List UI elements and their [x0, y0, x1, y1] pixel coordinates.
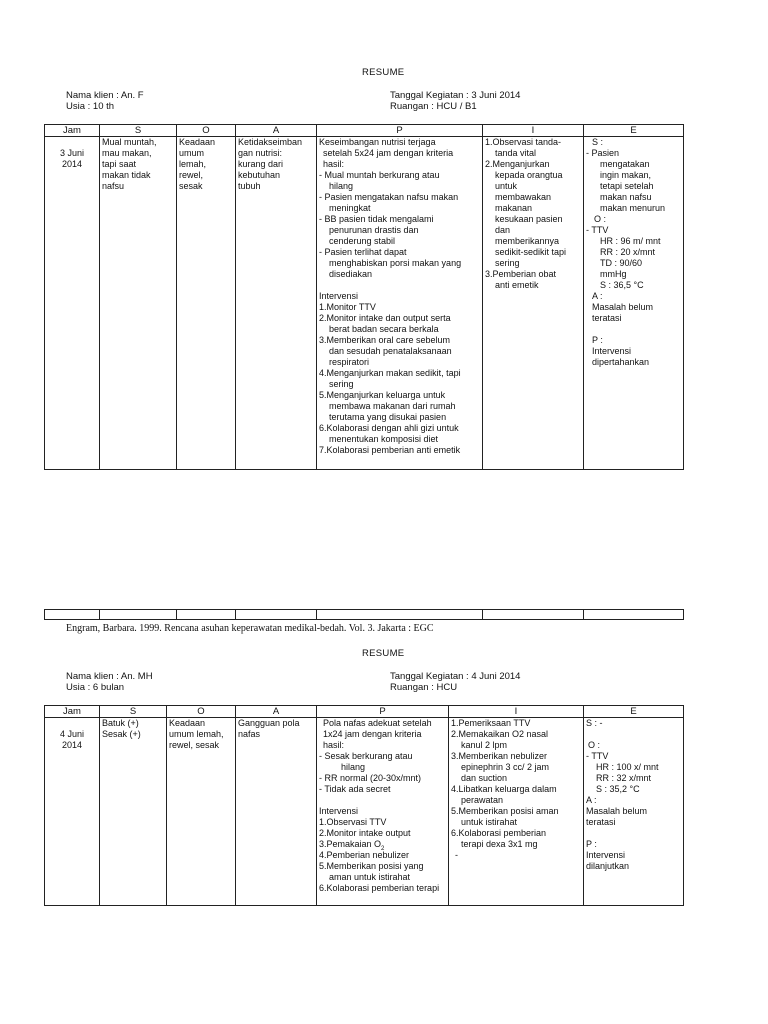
header-o: O [167, 706, 236, 718]
header-a: A [236, 125, 317, 137]
header-i: I [449, 706, 584, 718]
resume-title-2: RESUME [362, 648, 405, 659]
usia-2: Usia : 6 bulan [66, 682, 125, 693]
cell-e: S : - Pasien mengatakan ingin makan, tetapi setelah makan nafsu makan menurun O : - TTV HR : 96 m/ mnt RR : 20 x/mnt TD : 90/60 mmHg S : 36,5 °C A : Masalah belum teratasi P : Intervensi dipertahankan [584, 137, 684, 470]
cell-p: Keseimbangan nutrisi terjaga setelah 5x24 jam dengan kriteria hasil: - Mual muntah berkurang atau hilang - Pasien mengatakan nafsu makan meningkat - BB pasien tidak mengalami penurunan drastis dan cenderung stabil - Pasien terlihat dapat menghabiskan porsi makan yang disediakan Intervensi 1.Monitor TTV 2.Monitor intake dan output serta berat badan secara berkala 3.Memberikan oral care sebelum dan sesudah penatalaksanaan respiratori 4.Menganjurkan makan sedikit, tapi sering 5.Menganjurkan keluarga untuk membawa makanan dari rumah terutama yang disukai pasien 6.Kolaborasi dengan ahli gizi untuk menentukan komposisi diet 7.Kolaborasi pemberian anti emetik [317, 137, 483, 470]
header-s: S [100, 125, 177, 137]
cell-s: Batuk (+) Sesak (+) [100, 718, 167, 906]
cell-o: Keadaan umum lemah, rewel, sesak [177, 137, 236, 470]
ruangan-2: Ruangan : HCU [390, 682, 458, 693]
header-a: A [236, 706, 317, 718]
empty-table-strip [44, 609, 684, 620]
cell-p: Pola nafas adekuat setelah 1x24 jam dengan kriteria hasil: - Sesak berkurang atau hilang - RR normal (20-30x/mnt) - Tidak ada secret Intervensi 1.Observasi TTV 2.Monitor intake output 3.Pemakaian $O_2$ 4.Pemberian nebulizer 5.Memberikan posisi yang aman untuk istirahat 6.Kolaborasi pemberian terapi [317, 718, 449, 906]
resume-title-1: RESUME [362, 67, 405, 78]
tanggal-kegiatan-2: Tanggal Kegiatan : 4 Juni 2014 [390, 671, 521, 682]
cell-i: 1.Observasi tanda- tanda vital 2.Menganjurkan kepada orangtua untuk membawakan makanan kesukaan pasien dan memberikannya sedikit-sedikit tapi sering 3.Pemberian obat anti emetik [483, 137, 584, 470]
header-s: S [100, 706, 167, 718]
cell-jam: 3 Juni 2014 [45, 137, 100, 470]
header-p: P [317, 706, 449, 718]
cell-e: S : - O : - TTV HR : 100 x/ mnt RR : 32 x/mnt S : 35,2 °C A : Masalah belum teratasi P : Intervensi dilanjutkan [584, 718, 684, 906]
header-jam: Jam [45, 706, 100, 718]
usia-1: Usia : 10 th [66, 101, 115, 112]
cell-i: 1.Pemeriksaan TTV 2.Memakaikan O2 nasal kanul 2 lpm 3.Memberikan nebulizer epinephrin 3 cc/ 2 jam dan suction 4.Libatkan keluarga dalam perawatan 5.Memberikan posisi aman untuk istirahat 6.Kolaborasi pemberian terapi dexa 3x1 mg - [449, 718, 584, 906]
resume-table-2 [44, 705, 684, 906]
reference-citation: Engram, Barbara. 1999. Rencana asuhan keperawatan medikal-bedah. Vol. 3. Jakarta : EGC [66, 623, 434, 634]
header-i: I [483, 125, 584, 137]
ruangan-1: Ruangan : HCU / B1 [390, 101, 477, 112]
header-p: P [317, 125, 483, 137]
tanggal-kegiatan-1: Tanggal Kegiatan : 3 Juni 2014 [390, 90, 521, 101]
cell-s: Mual muntah, mau makan, tapi saat makan tidak nafsu [100, 137, 177, 470]
pemakaian-o2: 3.Pemakaian $O_2$ [319, 839, 385, 852]
nama-klien-2: Nama klien : An. MH [66, 671, 153, 682]
cell-a: Gangguan pola nafas [236, 718, 317, 906]
header-o: O [177, 125, 236, 137]
nama-klien-1: Nama klien : An. F [66, 90, 144, 101]
header-jam: Jam [45, 125, 100, 137]
cell-jam: 4 Juni 2014 [45, 718, 100, 906]
header-e: E [584, 125, 684, 137]
header-e: E [584, 706, 684, 718]
cell-o: Keadaan umum lemah, rewel, sesak [167, 718, 236, 906]
resume-table-1 [44, 124, 684, 470]
cell-a: Ketidakseimban gan nutrisi: kurang dari kebutuhan tubuh [236, 137, 317, 470]
